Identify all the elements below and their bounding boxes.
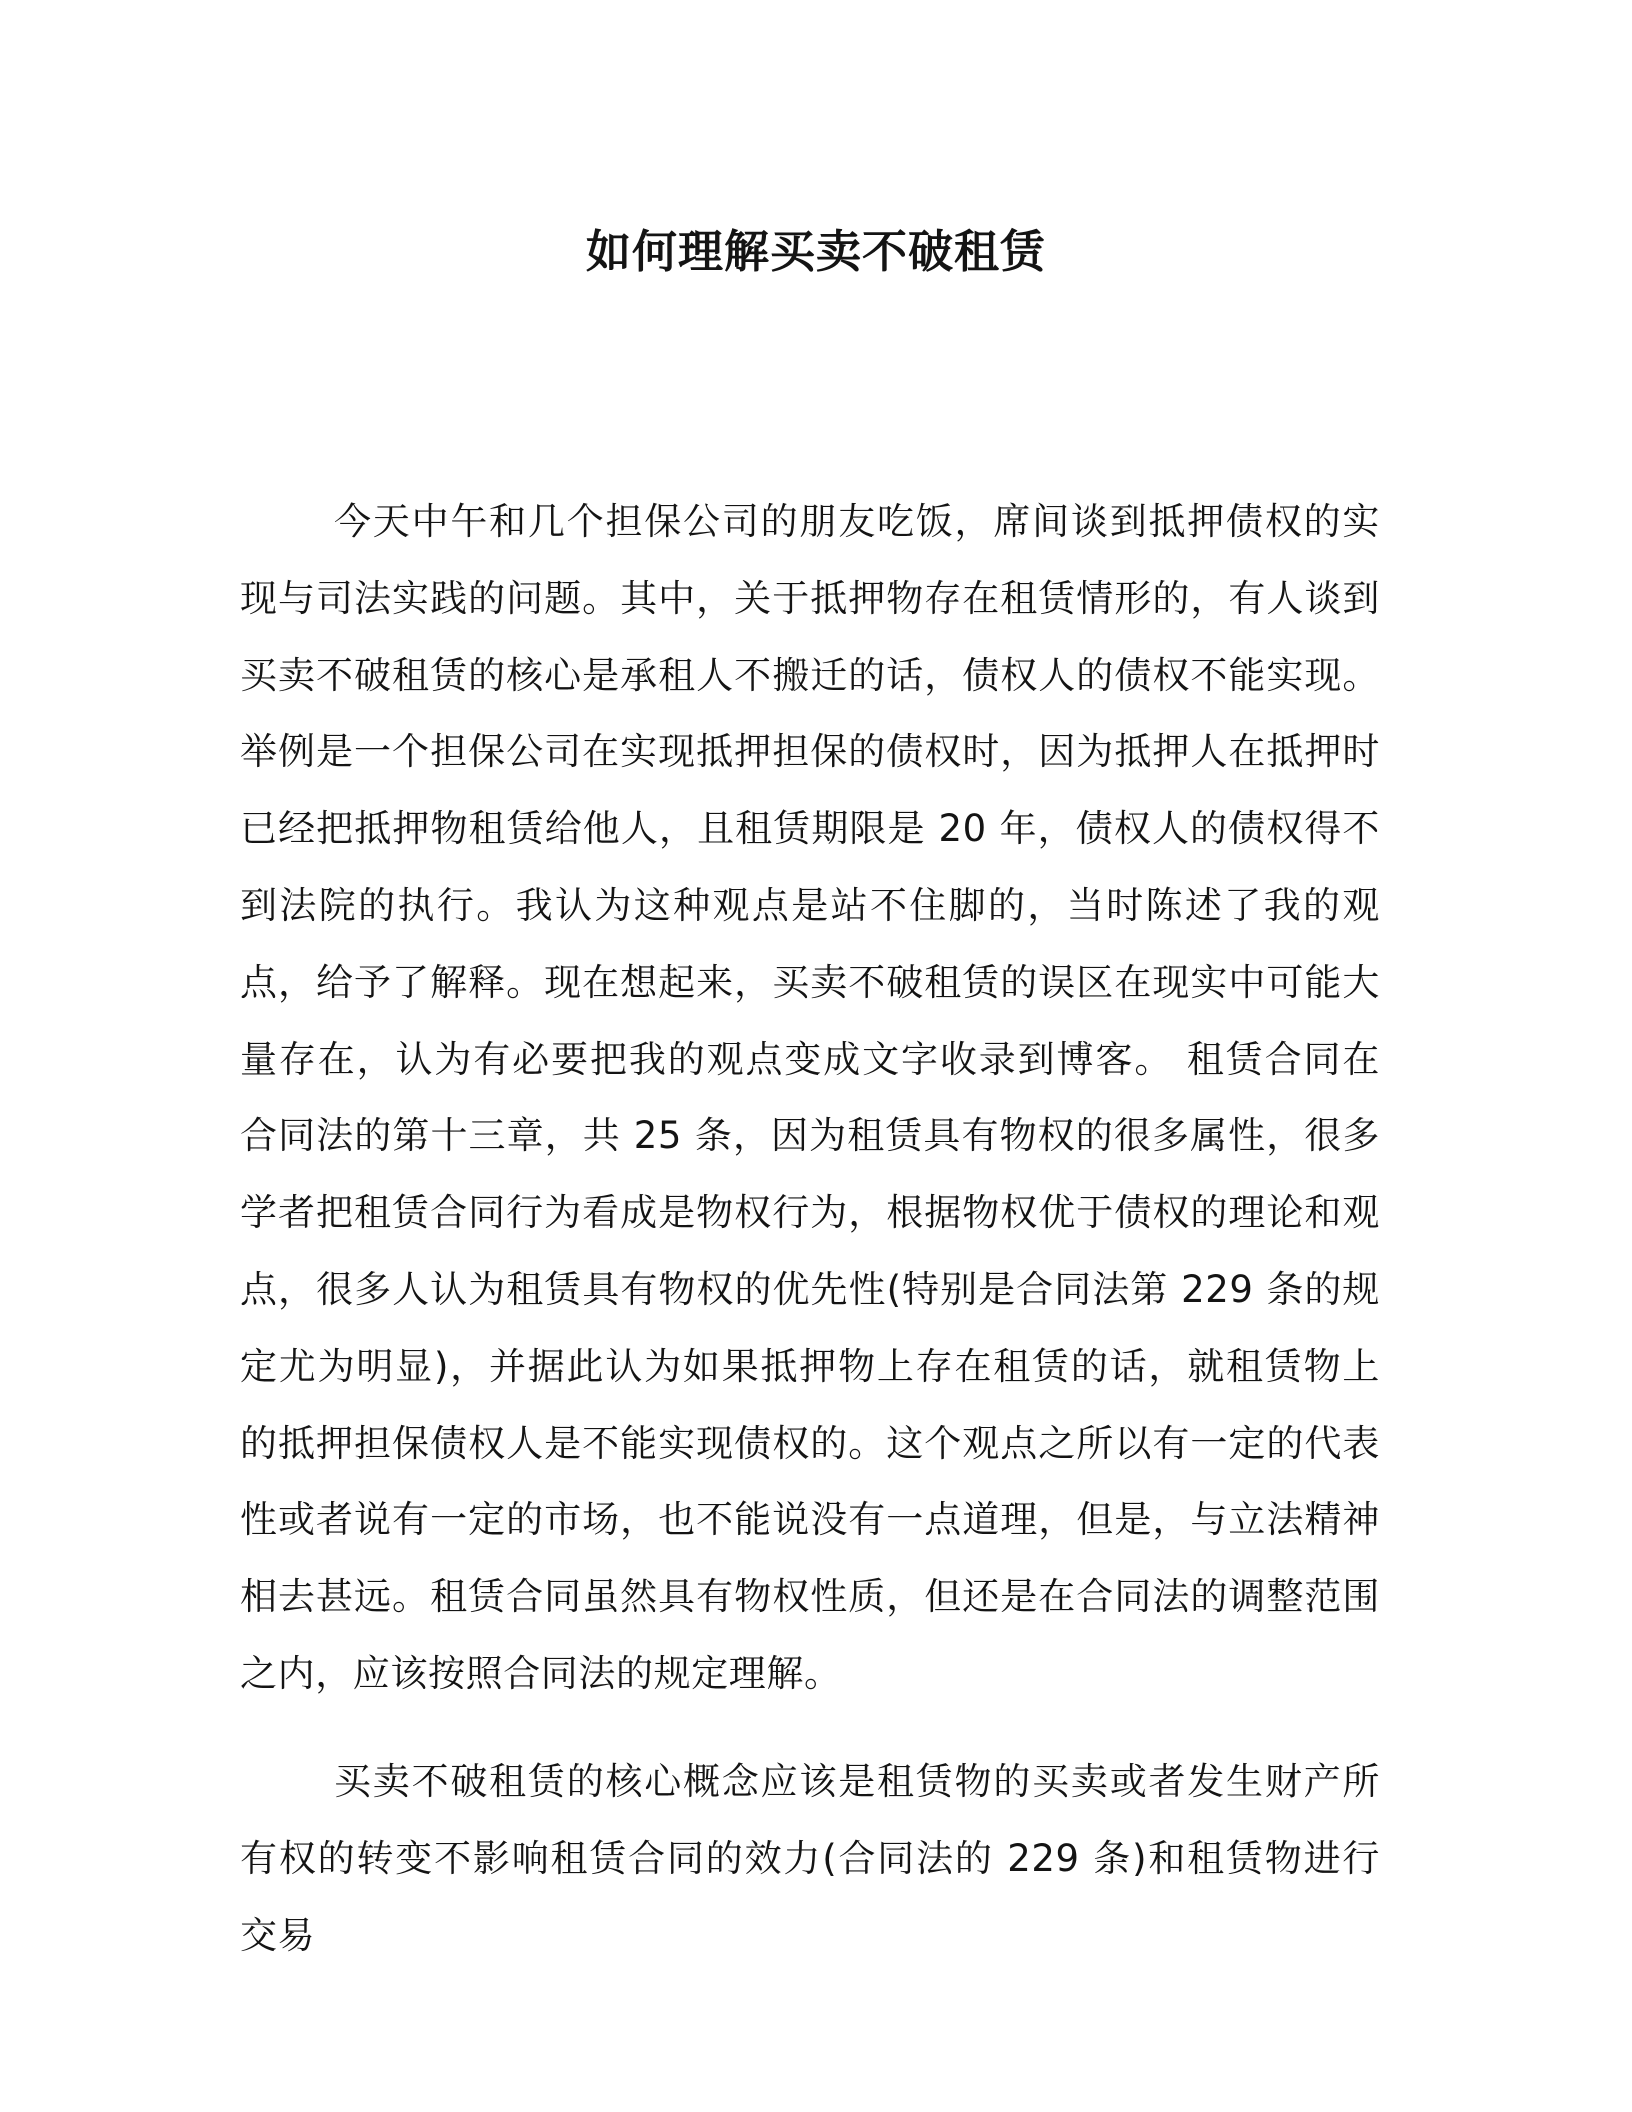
body-paragraph: 今天中午和几个担保公司的朋友吃饭，席间谈到抵押债权的实现与司法实践的问题。其中，关于抵押物存在租赁情形的，有人谈到买卖不破租赁的核心是承租人不搬迁的话，债权人的债权不能实现。举例是一个担保公司在实现抵押担保的债权时，因为抵押人在抵押时已经把抵押物租赁给他人，且租赁期限是 20 年，债权人的债权得不到法院的执行。我认为这种观点是站不住脚的，当时陈述了我的观点，给予了解释。现在想起来，买卖不破租赁的误区在现实中可能大量存在，认为有必要把我的观点变成文字收录到博客。 租赁合同在合同法的第十三章，共 25 条，因为租赁具有物权的很多属性，很多学者把租赁合同行为看成是物权行为，根据物权优于债权的理论和观点，很多人认为租赁具有物权的优先性(特别是合同法第 229 条的规定尤为明显)，并据此认为如果抵押物上存在租赁的话，就租赁物上的抵押担保债权人是不能实现债权的。这个观点之所以有一定的代表性或者说有一定的市场，也不能说没有一点道理，但是，与立法精神相去甚远。租赁合同虽然具有物权性质，但还是在合同法的调整范围之内，应该按照合同法的规定理解。 [240, 500, 1380, 1695]
document-title: 如何理解买卖不破租赁 [585, 225, 1046, 278]
body-paragraph: 买卖不破租赁的核心概念应该是租赁物的买卖或者发生财产所有权的转变不影响租赁合同的效力(合同法的 229 条)和租赁物进行交易 [240, 1760, 1380, 1957]
